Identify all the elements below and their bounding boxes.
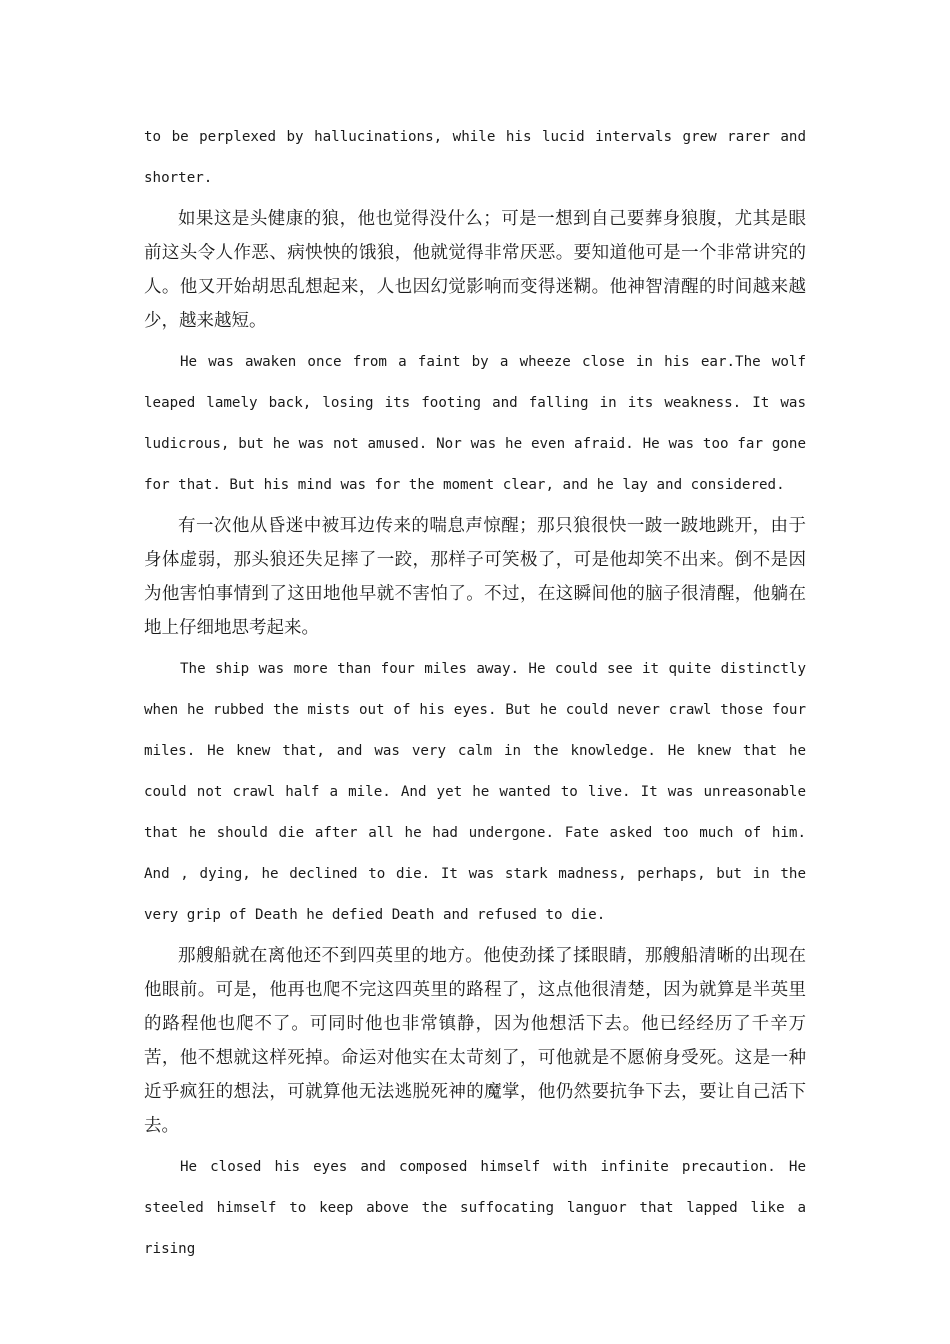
document-body — [144, 117, 806, 1270]
paragraph-en-3: The ship was more than four miles away. He could see it quite distinctly when he rubbed the mists out of his eyes. But he could never crawl those four miles. He knew that, and was very calm in the knowledge. He knew that he could not crawl half a mile. And yet he wanted to live. It was unreasonable that he should die after all he had undergone. Fate asked too much of him. And , dying, he declined to die. It was stark madness, perhaps, but in the very grip of Death he defied Death and refused to die. — [144, 661, 806, 923]
paragraph-en-2: He was awaken once from a faint by a wheeze close in his ear.The wolf leaped lamely back, losing its footing and falling in its weakness. It was ludicrous, but he was not amused. Nor was he even afraid. He was too far gone for that. But his mind was for the moment clear, and he lay and considered. — [144, 354, 806, 493]
paragraph-zh-2: 有一次他从昏迷中被耳边传来的喘息声惊醒；那只狼很快一跛一跛地跳开，由于身体虚弱，那头狼还失足摔了一跤，那样子可笑极了，可是他却笑不出来。倒不是因为他害怕事情到了这田地他早就不害怕了。不过，在这瞬间他的脑子很清醒，他躺在地上仔细地思考起来。 — [144, 516, 806, 638]
paragraph-zh-3: 那艘船就在离他还不到四英里的地方。他使劲揉了揉眼睛，那艘船清晰的出现在他眼前。可是，他再也爬不完这四英里的路程了，这点他很清楚，因为就算是半英里的路程他也爬不了。可同时他也非常镇静，因为他想活下去。他已经经历了千辛万苦，他不想就这样死掉。命运对他实在太苛刻了，可他就是不愿俯身受死。这是一种近乎疯狂的想法，可就算他无法逃脱死神的魔掌，他仍然要抗争下去，要让自己活下去。 — [144, 946, 806, 1136]
paragraph-zh-1: 如果这是头健康的狼，他也觉得没什么；可是一想到自己要葬身狼腹，尤其是眼前这头令人作恶、病怏怏的饿狼，他就觉得非常厌恶。要知道他可是一个非常讲究的人。他又开始胡思乱想起来，人也因幻觉影响而变得迷糊。他神智清醒的时间越来越少，越来越短。 — [144, 209, 806, 331]
paragraph-en-4: He closed his eyes and composed himself with infinite precaution. He steeled himself to keep above the suffocating languor that lapped like a rising — [144, 1159, 806, 1257]
paragraph-en-1: to be perplexed by hallucinations, while his lucid intervals grew rarer and shorter. — [144, 129, 806, 186]
